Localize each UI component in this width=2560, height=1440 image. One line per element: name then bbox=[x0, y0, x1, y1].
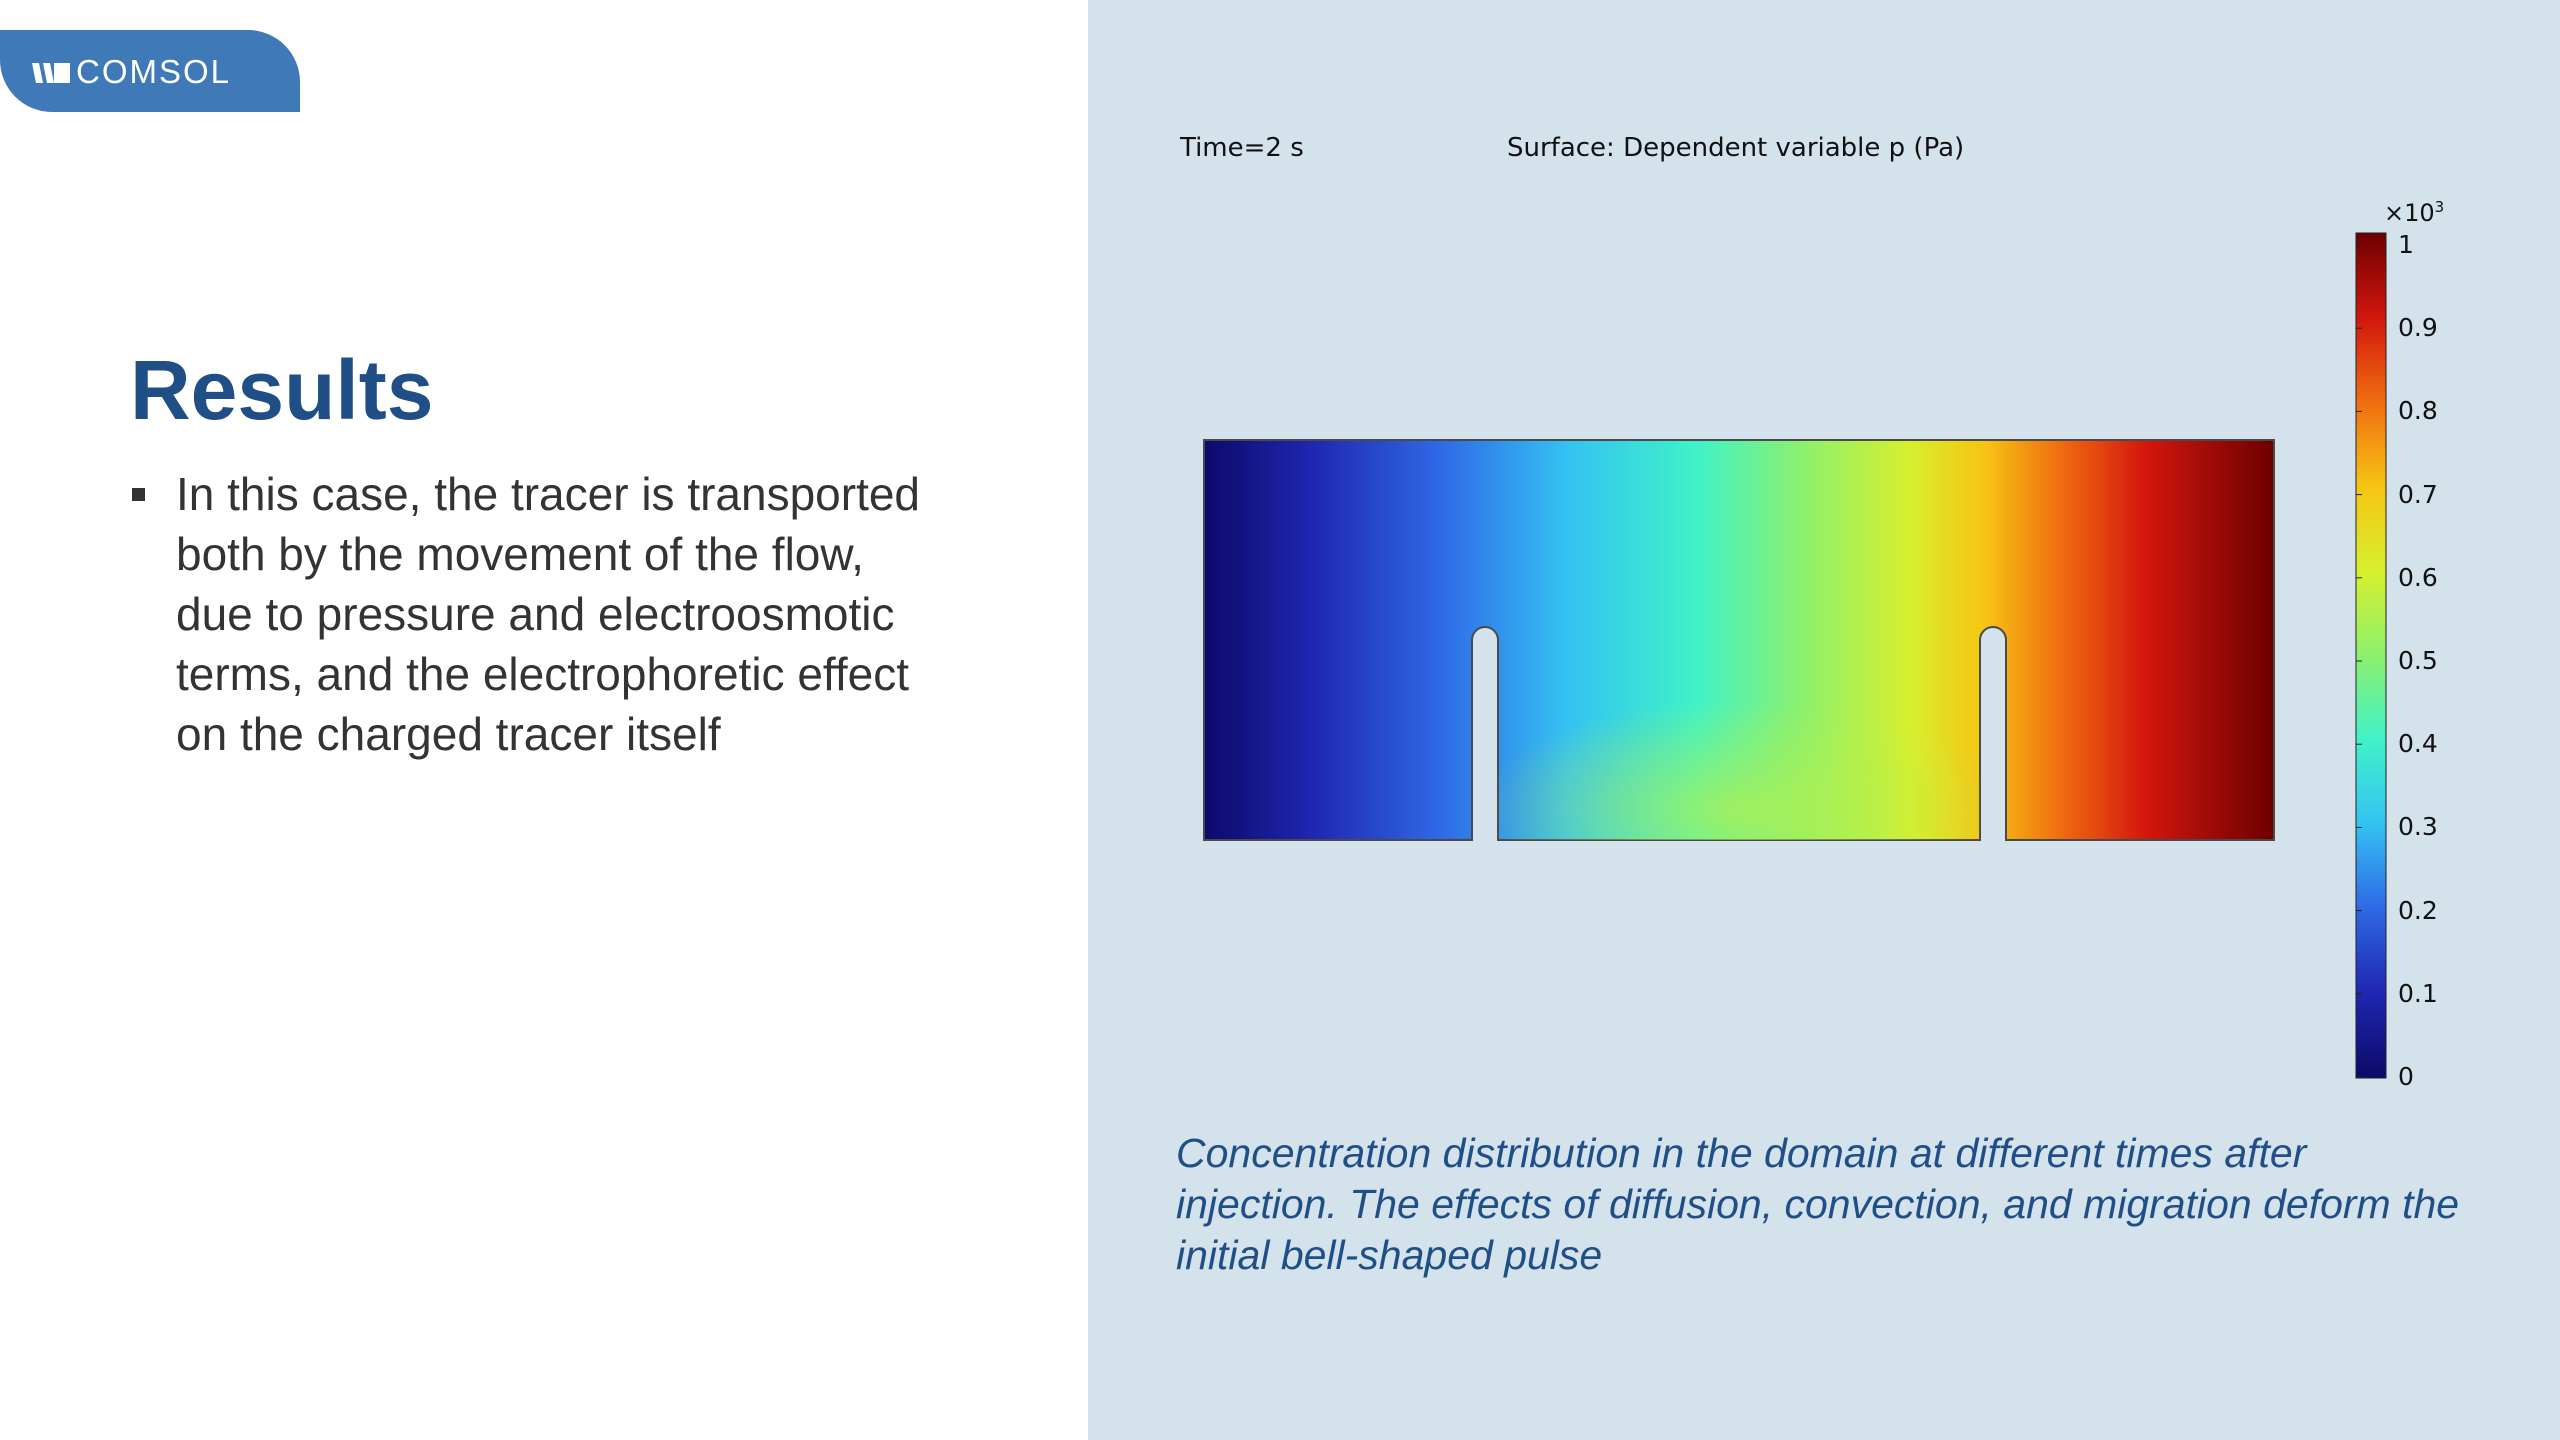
page-title: Results bbox=[130, 343, 434, 437]
colorbar-multiplier-base: ×10 bbox=[2384, 199, 2435, 227]
colorbar-tick-label: 0.8 bbox=[2398, 396, 2438, 426]
figure-caption: Concentration distribution in the domain at different times after injection. The effects of diffusion, convection, and migration deform the initial bell-shaped pulse bbox=[1176, 1130, 2460, 1278]
colorbar-tick-label: 0.4 bbox=[2398, 729, 2438, 759]
colorbar-tick-label: 0 bbox=[2398, 1062, 2414, 1091]
colorbar-tick-label: 0.3 bbox=[2398, 812, 2438, 842]
colorbar-multiplier-exponent: 3 bbox=[2434, 198, 2445, 216]
colorbar bbox=[2356, 233, 2386, 1078]
logo-text: COMSOL bbox=[76, 53, 232, 90]
colorbar-tick-label: 0.1 bbox=[2398, 978, 2438, 1008]
colorbar-tick-label: 0.2 bbox=[2398, 895, 2438, 925]
channel-geometry bbox=[1204, 440, 2274, 840]
colorbar-multiplier bbox=[2384, 192, 2444, 228]
plot-time-label: Time=2 s bbox=[1180, 133, 1304, 163]
colorbar-gradient bbox=[2356, 233, 2386, 1078]
colorbar-tick-label: 0.5 bbox=[2398, 646, 2438, 675]
plot-surface-label: Surface: Dependent variable p (Pa) bbox=[1507, 133, 1965, 163]
colorbar-tick-label: 0.9 bbox=[2398, 313, 2438, 343]
colorbar-tick-label: 0.6 bbox=[2398, 562, 2438, 592]
colorbar-tick-label: 1 bbox=[2398, 230, 2414, 259]
channel-center-highlight bbox=[1498, 640, 1980, 840]
bullet-text: In this case, the tracer is transported both by the movement of the flow, due to pressure and electroosmotic terms, and the electrophoretic effect on the charged tracer itself bbox=[176, 468, 921, 760]
colorbar-tick-label: 0.7 bbox=[2398, 479, 2438, 509]
